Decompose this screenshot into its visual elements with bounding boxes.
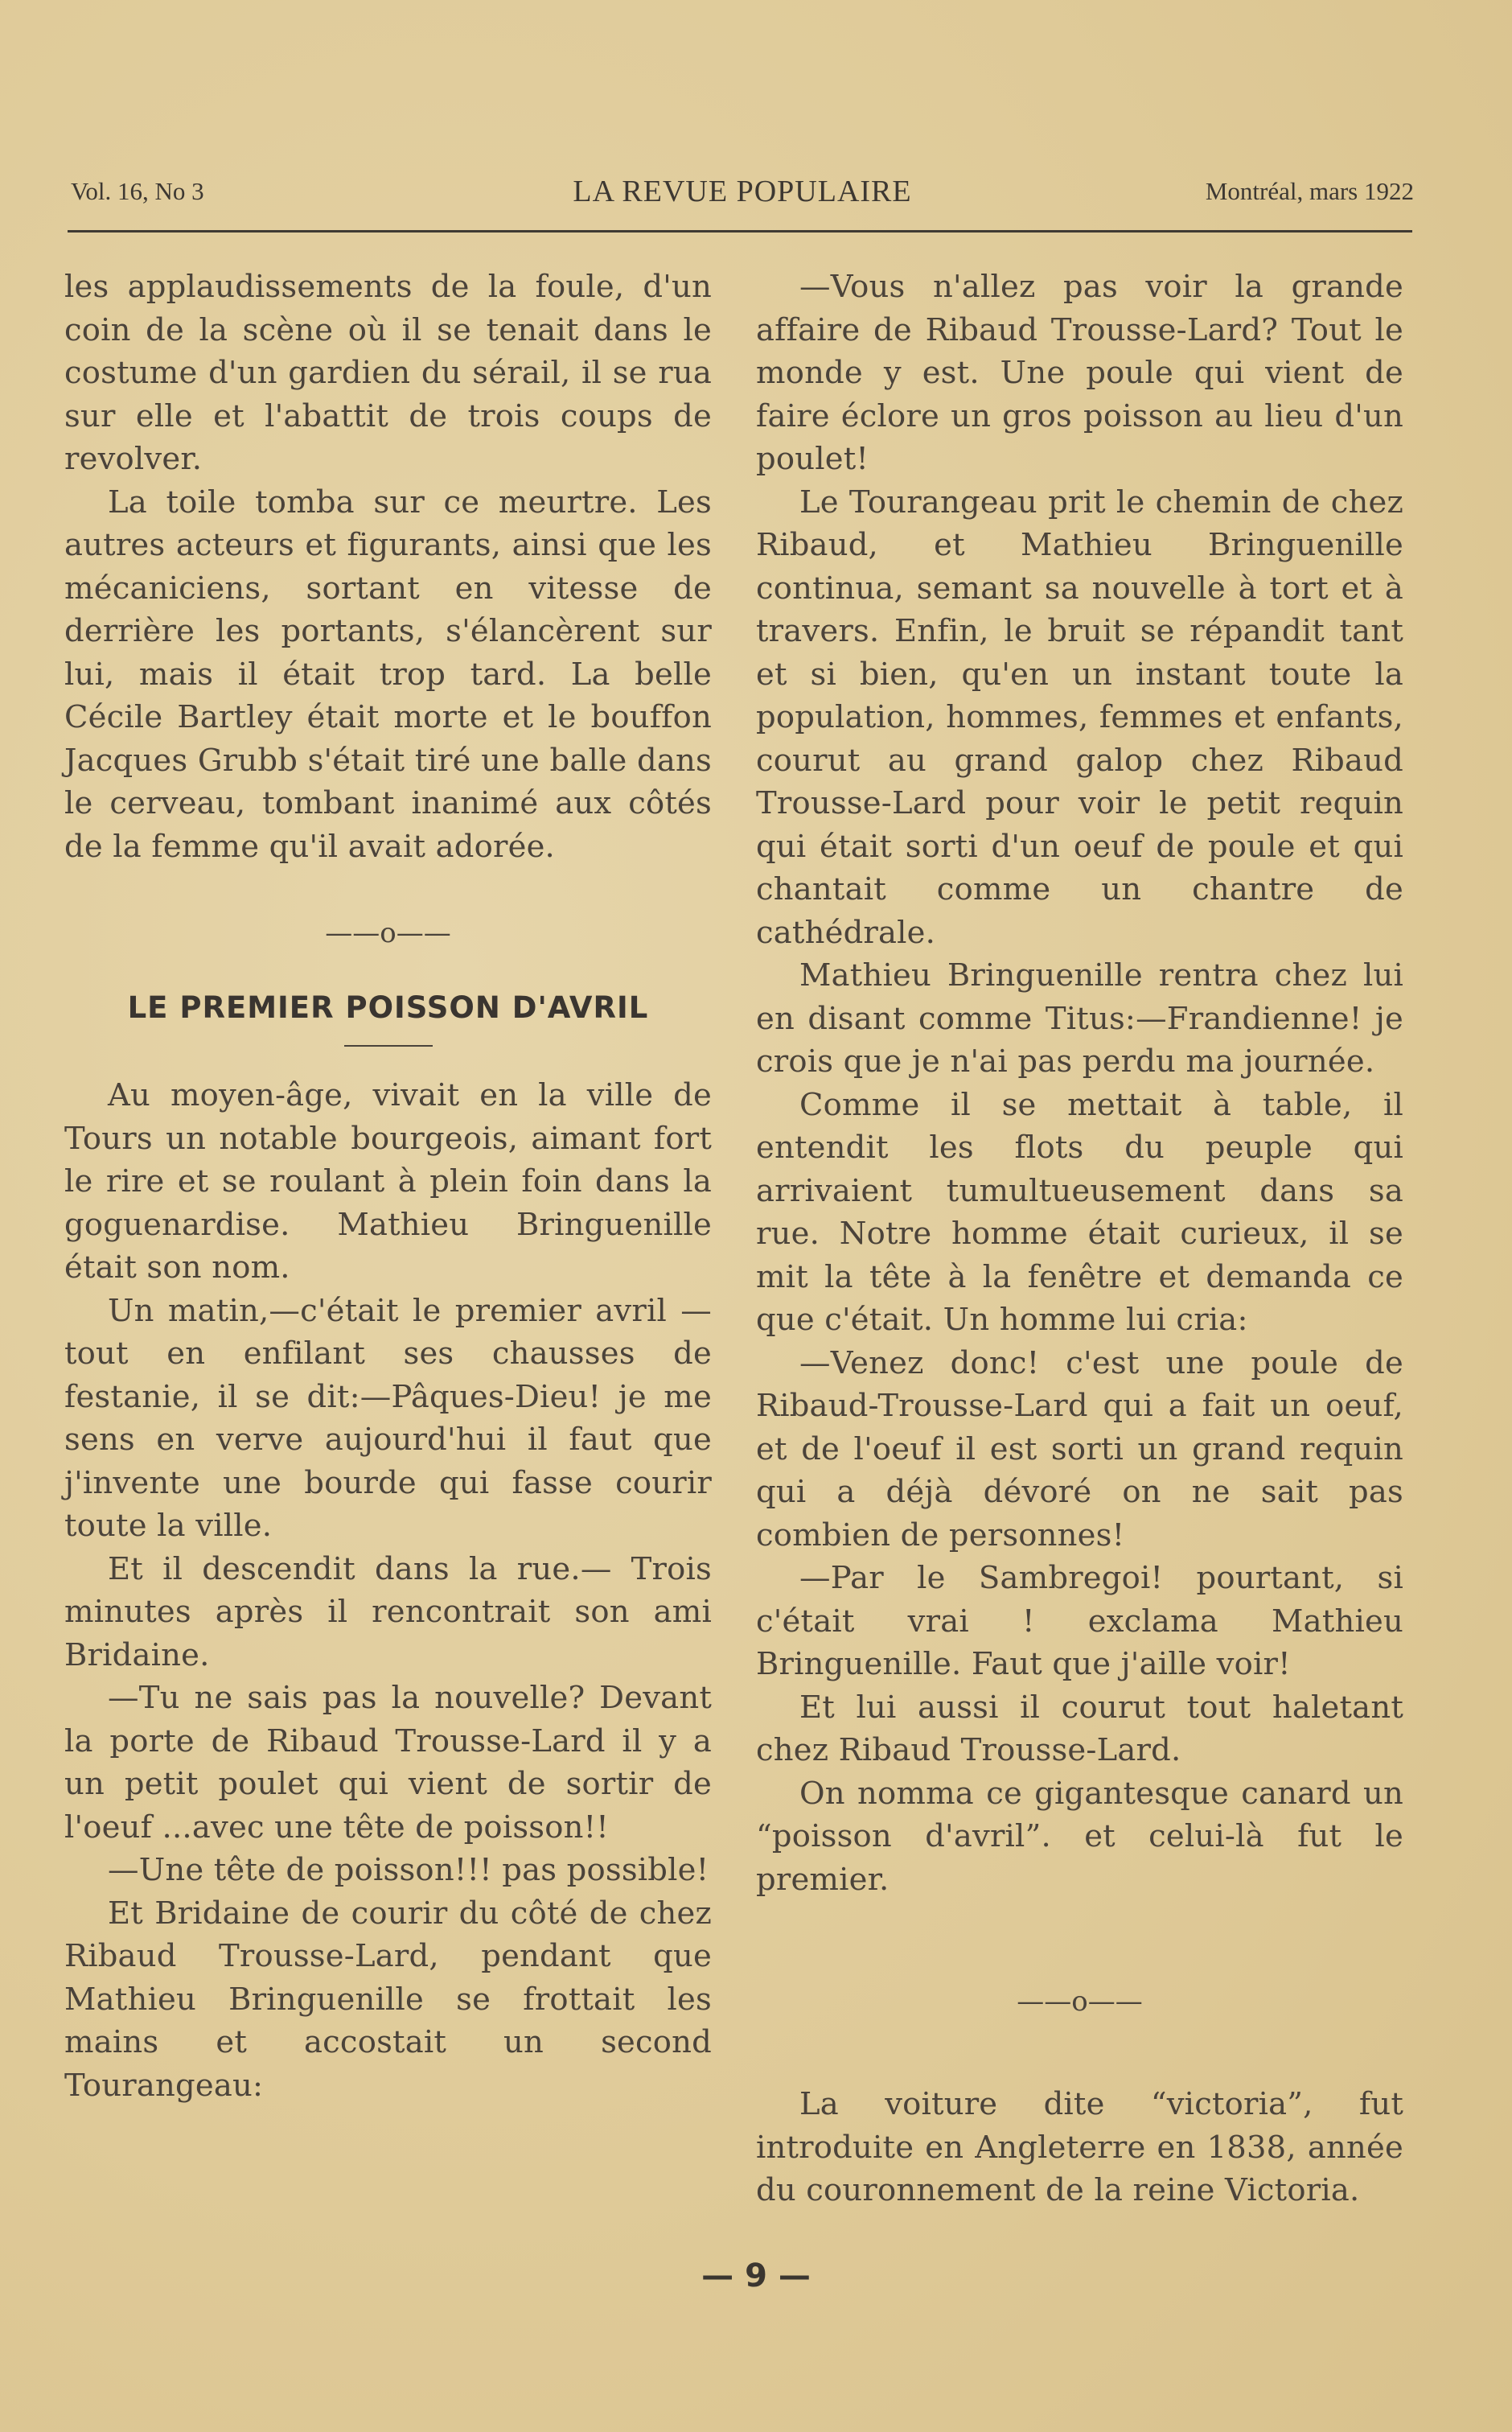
journal-title: LA REVUE POPULAIRE xyxy=(573,175,912,208)
article-paragraph: Et Bridaine de courir du côté de chez Ribaud Trousse-Lard, pendant que Mathieu Bringuenille se frottait les mains et accostait un second Tourangeau: xyxy=(64,1895,712,2104)
volume-issue: Vol. 16, No 3 xyxy=(71,177,204,205)
issue-date: Montréal, mars 1922 xyxy=(1205,177,1414,205)
left-column xyxy=(64,265,712,2107)
article-paragraph: Le Tourangeau prit le chemin de chez Ribaud, et Mathieu Bringuenille continua, semant sa nouvelle à tort et à travers. Enfin, le bruit se répandit tant et si bien, qu'en un instant toute la population, hommes, femmes et enfants, courut au grand galop chez Ribaud Trousse-Lard pour voir le petit requin qui était sorti d'un oeuf de poule et qui chantait comme un chantre de cathédrale. xyxy=(756,484,1403,951)
section-separator: ——o—— xyxy=(325,917,451,949)
article-paragraph: Comme il se mettait à table, il entendit les flots du peuple qui arrivaient tumultueusement dans sa rue. Notre homme était curieux, il se mit la tête à la fenêtre et demanda ce que c'était. Un homme lui cria: xyxy=(756,1086,1403,1338)
section-separator: ——o—— xyxy=(1017,1986,1143,2018)
article-paragraph: Mathieu Bringuenille rentra chez lui en disant comme Titus:—Frandienne! je crois que je n'ai pas perdu ma journée. xyxy=(756,957,1403,1080)
article-paragraph: Un matin,—c'était le premier avril —tout en enfilant ses chausses de festanie, il se dit:—Pâques-Dieu! je me sens en verve aujourd'hui il faut que j'invente une bourde qui fasse courir toute la ville. xyxy=(64,1292,712,1544)
article-paragraph: —Venez donc! c'est une poule de Ribaud-Trousse-Lard qui a fait un oeuf, et de l'oeuf il est sorti un grand requin qui a déjà dévoré on ne sait pas combien de personnes! xyxy=(756,1344,1403,1553)
running-header xyxy=(71,177,1414,217)
article-paragraph: —Une tête de poisson!!! pas possible! xyxy=(108,1852,709,1888)
article-paragraph: —Vous n'allez pas voir la grande affaire de Ribaud Trousse-Lard? Tout le monde y est. Une poule qui vient de faire éclore un gros poisson au lieu d'un poulet! xyxy=(756,269,1403,477)
story-ending-paragraph: les applaudissements de la foule, d'un coin de la scène où il se tenait dans le costume d'un gardien du sérail, il se rua sur elle et l'abattit de trois coups de revolver. xyxy=(64,269,712,477)
page-number: — 9 — xyxy=(701,2257,811,2294)
article-paragraph: —Par le Sambregoi! pourtant, si c'était vrai ! exclama Mathieu Bringuenille. Faut que j'aille voir! xyxy=(756,1560,1403,1682)
filler-note: La voiture dite “victoria”, fut introduite en Angleterre en 1838, année du couronnement de la reine Victoria. xyxy=(756,2086,1403,2208)
title-rule xyxy=(344,1045,433,1047)
article-title: LE PREMIER POISSON D'AVRIL xyxy=(127,990,649,1025)
article-paragraph: Au moyen-âge, vivait en la ville de Tours un notable bourgeois, aimant fort le rire et se roulant à plein foin dans la goguenardise. Mathieu Bringuenille était son nom. xyxy=(64,1077,712,1286)
article-paragraph: —Tu ne sais pas la nouvelle? Devant la porte de Ribaud Trousse-Lard il y a un petit poulet qui vient de sortir de l'oeuf ...avec une tête de poisson!! xyxy=(64,1680,712,1846)
article-paragraph: Et il descendit dans la rue.— Trois minutes après il rencontrait son ami Bridaine. xyxy=(64,1550,712,1673)
article-paragraph: Et lui aussi il courut tout haletant chez Ribaud Trousse-Lard. xyxy=(756,1689,1403,1768)
article-paragraph: On nomma ce gigantesque canard un “poisson d'avril”. et celui-là fut le premier. xyxy=(756,1775,1403,1898)
header-rule xyxy=(68,230,1412,233)
right-column xyxy=(756,265,1403,2212)
story-ending-paragraph: La toile tomba sur ce meurtre. Les autres acteurs et figurants, ainsi que les mécaniciens, sortant en vitesse de derrière les portants, s'élancèrent sur lui, mais il était trop tard. La belle Cécile Bartley était morte et le bouffon Jacques Grubb s'était tiré une balle dans le cerveau, tombant inanimé aux côtés de la femme qu'il avait adorée. xyxy=(64,484,712,865)
